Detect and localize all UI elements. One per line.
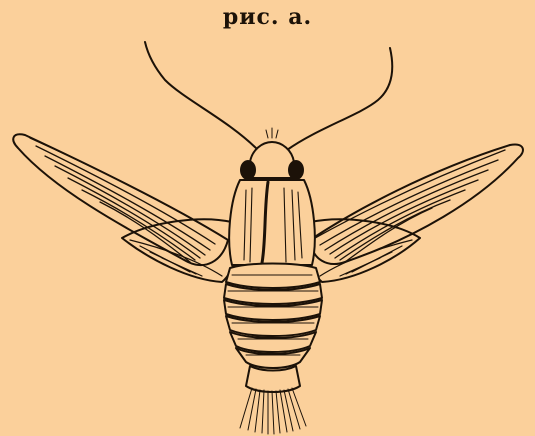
right-antenna bbox=[287, 48, 392, 150]
left-forewing bbox=[13, 134, 228, 265]
right-hindwing bbox=[307, 219, 420, 282]
abdomen bbox=[224, 264, 322, 369]
figure-caption: рис. а. bbox=[222, 4, 313, 30]
left-eye bbox=[241, 161, 255, 179]
left-hindwing bbox=[122, 219, 236, 282]
left-antenna bbox=[145, 42, 258, 150]
right-eye bbox=[289, 161, 303, 179]
tail-tuft bbox=[240, 388, 306, 434]
